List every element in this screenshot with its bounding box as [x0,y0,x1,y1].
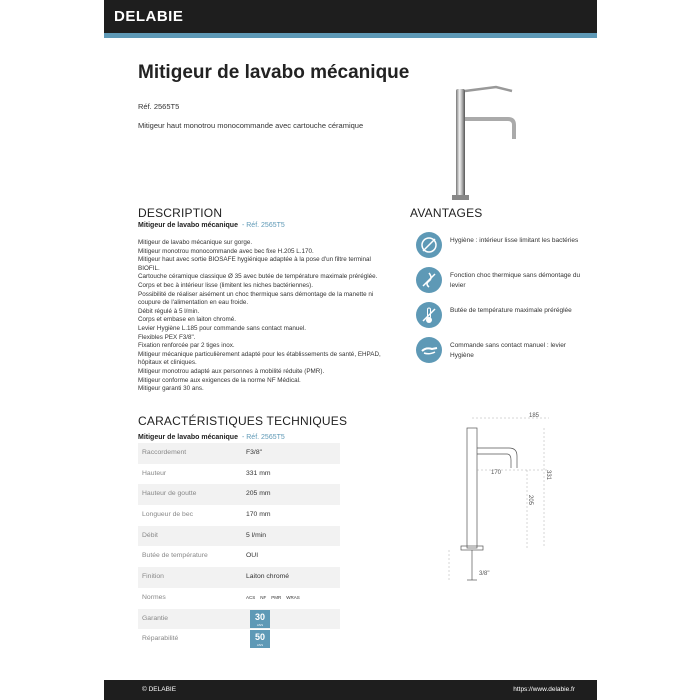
row-label: Normes [142,593,166,601]
description-line: Levier Hygiène L.185 pour commande sans contact manuel. [138,324,307,332]
row-value: F3/8" [246,449,263,456]
norm-logos [246,594,305,601]
description-line: Mitigeur garanti 30 ans. [138,385,204,393]
dim-connection: 3/8" [479,571,490,577]
description-line: Fixation renforcée par 2 tiges inox. [138,342,235,350]
row-value: 5 l/min [246,531,267,539]
advantages-heading: AVANTAGES [410,206,483,220]
table-row [138,526,340,547]
row-value: 170 mm [246,511,271,519]
brand-logo: DELABIE [114,8,184,25]
description-heading: DESCRIPTION [138,206,223,220]
wras-logo: WRAS [286,594,300,600]
technical-heading: CARACTÉRISTIQUES TECHNIQUES [138,414,348,428]
description-subheading [138,222,285,229]
technical-table [138,443,340,650]
row-label: Garantie [142,614,169,622]
advantage-item [412,337,582,372]
row-label: Hauteur [142,469,167,477]
row-label: Réparabilité [142,635,179,643]
dim-185: 185 [529,413,540,419]
advantage-text: Fonction choc thermique sans démontage du levier [450,272,581,289]
pmr-logo: PMR [271,594,282,600]
technical-subheading [138,434,285,441]
row-label: Hauteur de goutte [142,490,197,498]
technical-sub-label: Mitigeur de lavabo mécanique [138,434,238,441]
datasheet-page [104,0,597,700]
thermal-shock-icon [416,267,442,293]
repair-value: 50 [254,632,265,643]
description-line: Flexibles PEX F3/8". [138,333,196,341]
header-bar [104,0,597,33]
no-bacteria-icon [416,232,442,258]
warranty-value: 30 [254,611,265,622]
advantage-text: Hygiène : intérieur lisse limitant les bactéries [450,237,579,244]
repair-caption: ANS [256,643,264,648]
row-value: Laiton chromé [246,573,290,581]
row-label: Raccordement [142,449,187,456]
row-label: Butée de température [142,552,208,560]
technical-sub-ref: - Réf. 2565T5 [241,434,285,441]
product-subtitle: Mitigeur haut monotrou monocommande avec cartouche céramique [138,121,364,130]
footer-website-link[interactable]: https://www.delabie.fr [513,686,575,693]
table-row [138,484,340,505]
description-line: Débit régulé à 5 l/min. [138,307,200,315]
description-line: Mitigeur monotrou adapté aux personnes à mobilité réduite (PMR). [138,367,325,375]
advantage-item [412,232,582,267]
table-row [138,505,340,526]
table-row [138,629,340,650]
advantage-text: Butée de température maximale préréglée [450,307,572,314]
warranty-caption: ANS [256,622,264,627]
description-line: Mitigeur mécanique particulièrement adapté pour les établissements de santé, EHPAD, hôpitaux et cliniques. [138,350,381,367]
description-line: Corps et bec à intérieur lisse (limitent les niches bactériennes). [138,281,313,289]
description-line: Mitigeur haut avec sortie BIOSAFE hygiénique adaptée à la pose d'un filtre terminal BIOFIL. [138,256,371,272]
dim-331: 331 [545,470,551,481]
row-label: Longueur de bec [142,511,194,519]
dim-170: 170 [491,470,502,476]
accent-stripe [104,33,597,38]
description-line: Possibilité de réaliser aisément un choc thermique sans démontage de la manette ni coupure de l'alimentation en eau froide. [138,290,374,307]
table-row [138,609,340,630]
description-line: Cartouche céramique classique Ø 35 avec butée de température maximale préréglée. [138,273,378,281]
description-line: Corps et embase en laiton chromé. [138,316,237,324]
description-line: Mitigeur conforme aux exigences de la norme NF Médical. [138,376,301,384]
acs-logo: ACS [246,594,256,600]
elbow-lever-icon [416,337,442,363]
product-ref: Réf. 2565T5 [138,102,180,111]
row-value: 331 mm [246,469,271,477]
technical-drawing [439,410,589,590]
advantage-item [412,267,582,302]
advantage-item [412,302,582,337]
faucet-image [434,83,524,203]
row-label: Finition [142,573,164,581]
description-line: Mitigeur monotrou monocommande avec bec fixe H.205 L.170. [138,247,314,255]
dim-205: 205 [527,495,533,506]
row-label: Débit [142,531,158,539]
table-row [138,567,340,588]
description-sub-label: Mitigeur de lavabo mécanique [138,222,238,229]
table-row [138,464,340,485]
footer-copyright: © DELABIE [142,686,177,693]
description-body [138,239,383,394]
table-row [138,443,340,464]
advantage-text: Commande sans contact manuel : levier Hygiène [450,342,566,359]
nf-logo: NF [260,594,267,600]
row-value: 205 mm [246,490,271,498]
row-value: OUI [246,552,259,560]
table-row [138,546,340,567]
warranty-badge [250,610,270,628]
advantages-list [412,232,582,372]
product-title: Mitigeur de lavabo mécanique [138,62,410,83]
description-line: Mitigeur de lavabo mécanique sur gorge. [138,239,253,246]
table-row [138,588,340,609]
repairability-badge [250,630,270,648]
temperature-limit-icon [416,302,442,328]
description-sub-ref: - Réf. 2565T5 [241,222,285,229]
footer-bar [104,680,597,700]
